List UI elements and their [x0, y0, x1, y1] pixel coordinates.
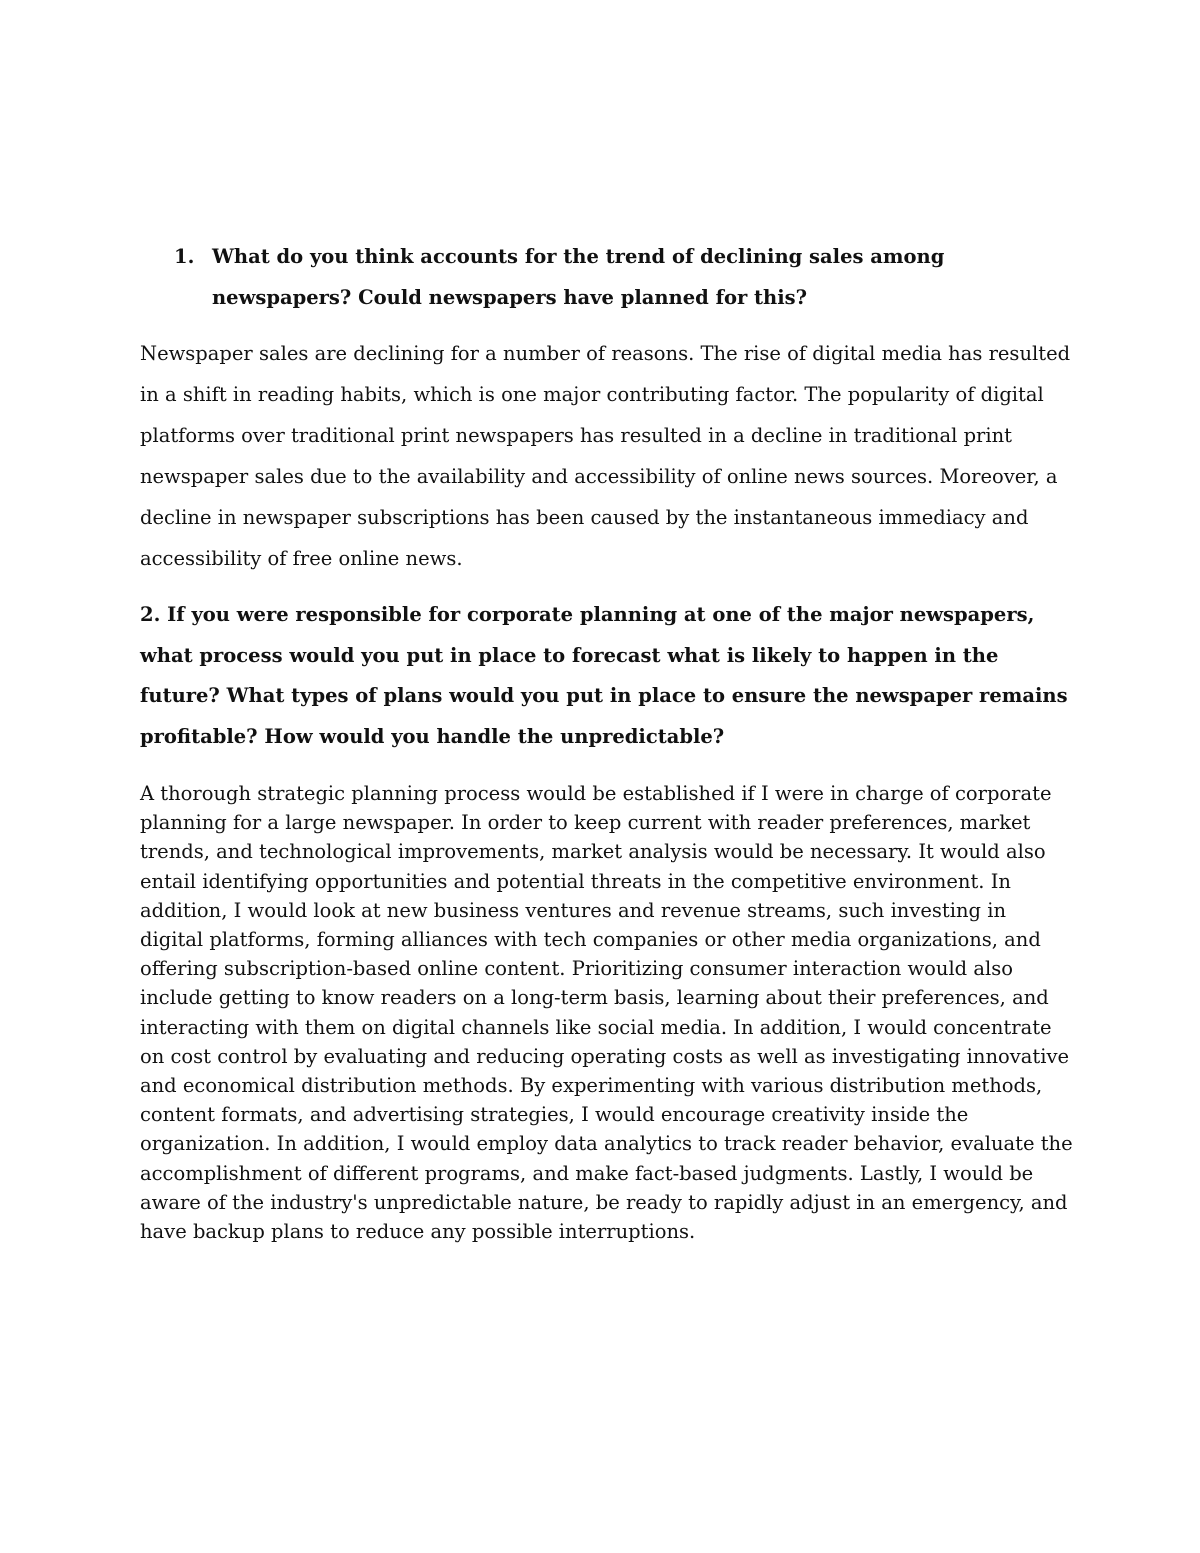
question-1-text: What do you think accounts for the trend of declining sales among newspapers? Could newspapers have planned for this?	[212, 245, 945, 309]
answer-1-paragraph: Newspaper sales are declining for a number of reasons. The rise of digital media has resulted in a shift in reading habits, which is one major contributing factor. The popularity of digital platforms over traditional print newspapers has resulted in a decline in traditional print newspaper sales due to the availability and accessibility of online news sources. Moreover, a decline in newspaper subscriptions has been caused by the instantaneous immediacy and accessibility of free online news.	[140, 342, 1071, 570]
question-1	[174, 236, 1074, 318]
question-2: 2. If you were responsible for corporate planning at one of the major newspapers, what process would you put in place to forecast what is likely to happen in the future? What types of plans would you put in place to ensure the newspaper remains profitable? How would you handle the unpredictable?	[140, 603, 1068, 748]
answer-2-paragraph: A thorough strategic planning process would be established if I were in charge of corporate planning for a large newspaper. In order to keep current with reader preferences, market trends, and technological improvements, market analysis would be necessary. It would also entail identifying opportunities and potential threats in the competitive environment. In addition, I would look at new business ventures and revenue streams, such investing in digital platforms, forming alliances with tech companies or other media organizations, and offering subscription-based online content. Prioritizing consumer interaction would also include getting to know readers on a long-term basis, learning about their preferences, and interacting with them on digital channels like social media. In addition, I would concentrate on cost control by evaluating and reducing operating costs as well as investigating innovative and economical distribution methods. By experimenting with various distribution methods, content formats, and advertising strategies, I would encourage creativity inside the organization. In addition, I would employ data analytics to track reader behavior, evaluate the accomplishment of different programs, and make fact-based judgments. Lastly, I would be aware of the industry's unpredictable nature, be ready to rapidly adjust in an emergency, and have backup plans to reduce any possible interruptions.	[140, 782, 1073, 1244]
question-1-number: 1.	[174, 245, 195, 268]
